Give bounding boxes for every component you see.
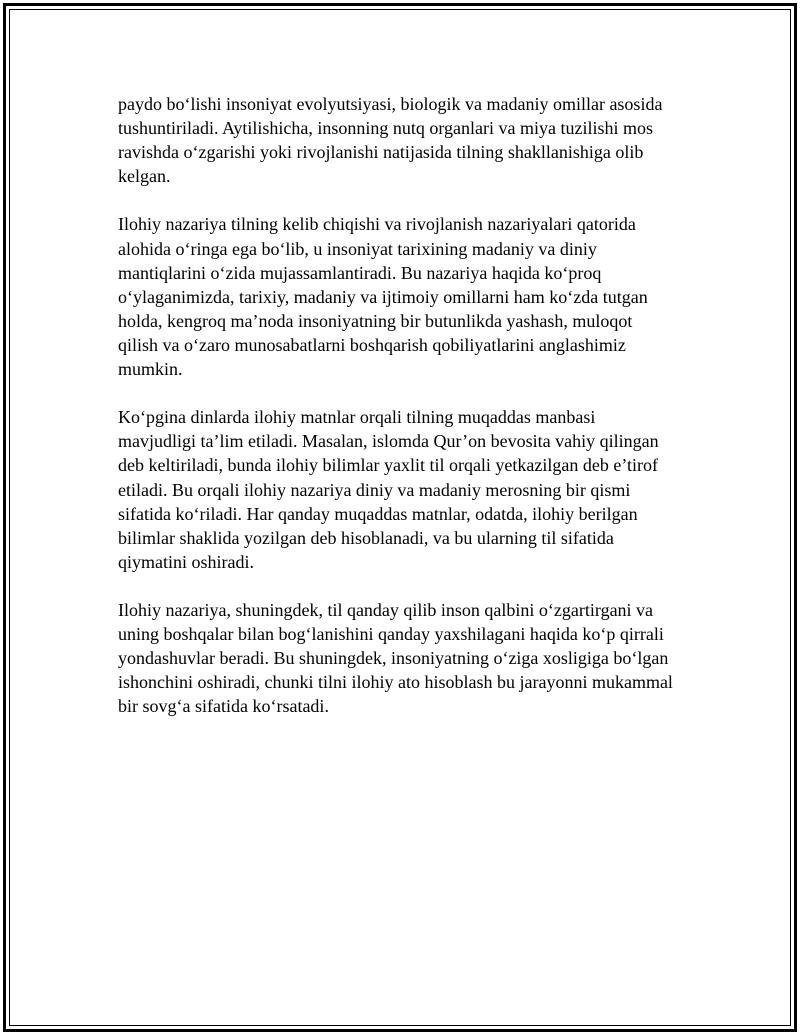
text-line: Ko‘pgina dinlarda ilohiy matnlar orqali tilning muqaddas manbasi <box>118 407 596 428</box>
text-line: ishonchini oshiradi, chunki tilni ilohiy ato hisoblash bu jarayonni mukammal <box>118 672 673 693</box>
text-line: mumkin. <box>118 359 183 380</box>
text-line: o‘ylaganimizda, tarixiy, madaniy va ijtimoiy omillarni ham ko‘zda tutgan <box>118 286 648 307</box>
text-line: ravishda o‘zgarishi yoki rivojlanishi natijasida tilning shakllanishiga olib <box>118 142 644 163</box>
text-line: mavjudligi ta’lim etiladi. Masalan, islomda Qur’on bevosita vahiy qilingan <box>118 431 659 452</box>
paragraph-2 <box>118 212 698 381</box>
text-line: holda, kengroq ma’noda insoniyatning bir butunlikda yashash, muloqot <box>118 310 633 331</box>
text-line: sifatida ko‘riladi. Har qanday muqaddas matnlar, odatda, ilohiy berilgan <box>118 503 638 524</box>
text-line: paydo bo‘lishi insoniyat evolyutsiyasi, biologik va madaniy omillar asosida <box>118 94 663 114</box>
paragraph-4 <box>118 598 698 718</box>
text-line: Ilohiy nazariya, shuningdek, til qanday qilib inson qalbini o‘zgartirgani va <box>118 599 654 620</box>
paragraph-3 <box>118 405 698 574</box>
text-line: alohida o‘ringa ega bo‘lib, u insoniyat tarixining madaniy va diniy <box>118 238 597 259</box>
paragraph-1 <box>118 92 698 188</box>
text-line: mantiqlarini o‘zida mujassamlantiradi. Bu nazariya haqida ko‘proq <box>118 262 602 283</box>
text-line: uning boshqalar bilan bog‘lanishini qanday yaxshilagani haqida ko‘p qirrali <box>118 624 664 645</box>
text-line: qilish va o‘zaro munosabatlarni boshqarish qobiliyatlarini anglashimiz <box>118 334 626 355</box>
text-line: qiymatini oshiradi. <box>118 551 254 572</box>
text-line: bir sovg‘a sifatida ko‘rsatadi. <box>118 696 329 717</box>
text-line: etiladi. Bu orqali ilohiy nazariya diniy va madaniy merosning bir qismi <box>118 479 631 500</box>
text-line: bilimlar shaklida yozilgan deb hisoblanadi, va bu ularning til sifatida <box>118 527 614 548</box>
text-line: deb keltiriladi, bunda ilohiy bilimlar yaxlit til orqali yetkazilgan deb e’tirof <box>118 455 659 476</box>
text-line: tushuntiriladi. Aytilishicha, insonning nutq organlari va miya tuzilishi mos <box>118 118 653 139</box>
text-line: kelgan. <box>118 166 171 187</box>
text-line: Ilohiy nazariya tilning kelib chiqishi va rivojlanish nazariyalari qatorida <box>118 214 636 235</box>
document-body <box>118 92 698 743</box>
text-line: yondashuvlar beradi. Bu shuningdek, insoniyatning o‘ziga xosligiga bo‘lgan <box>118 648 669 669</box>
